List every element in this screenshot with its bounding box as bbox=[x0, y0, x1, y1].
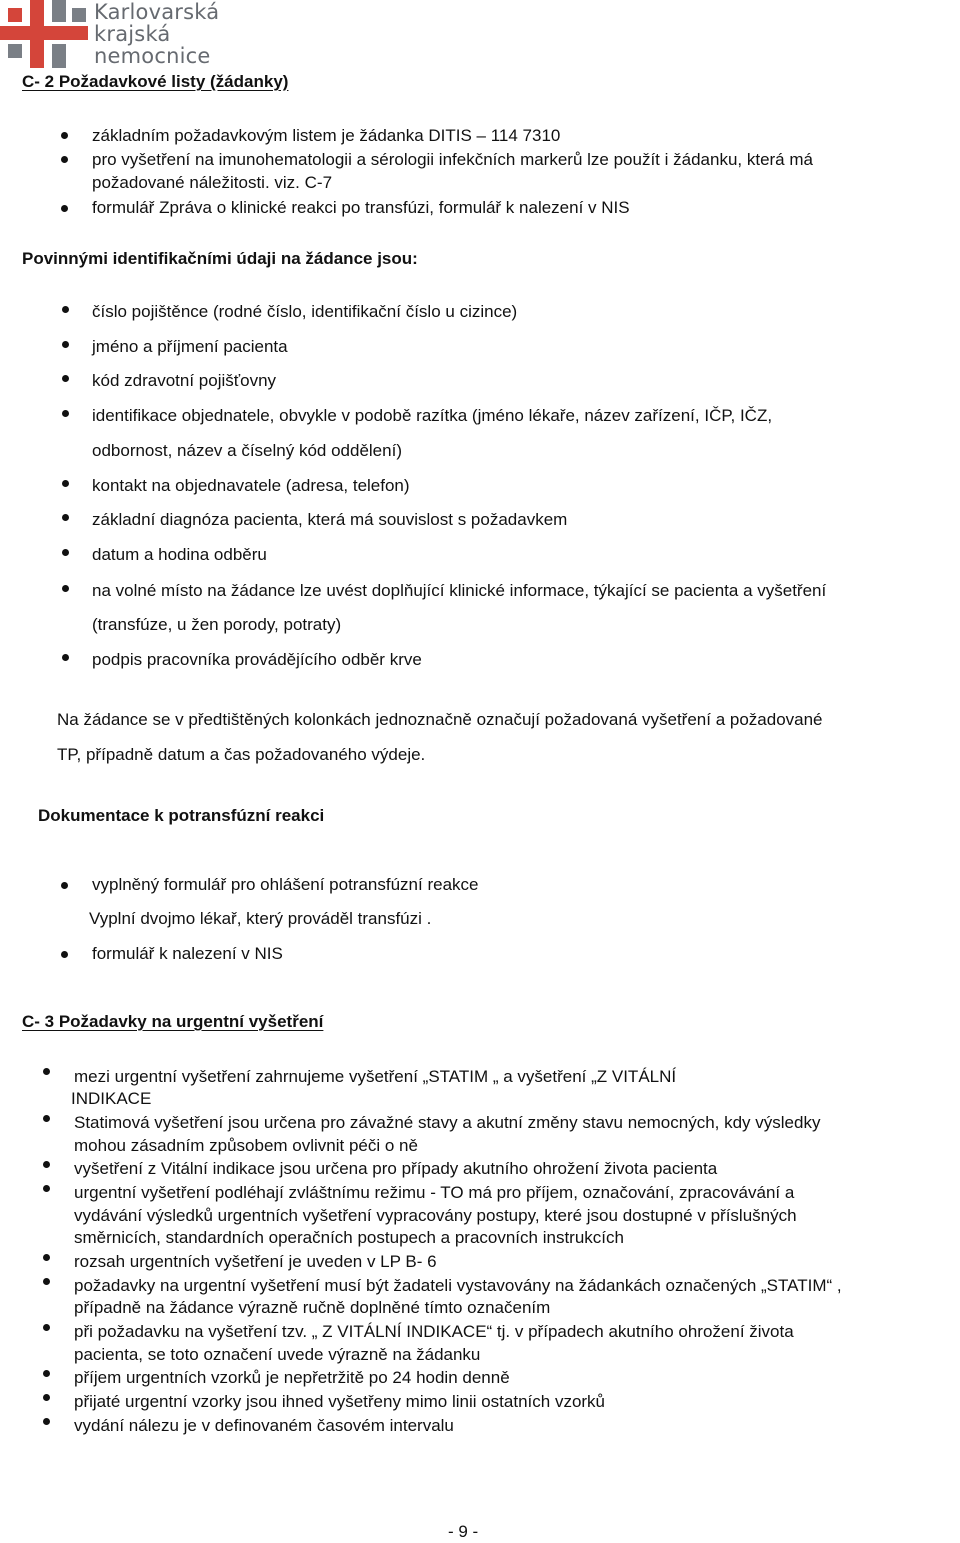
list-item-continuation: mohou zásadním způsobem ovlivnit péči o ně bbox=[74, 1136, 418, 1155]
list-item: při požadavku na vyšetření tzv. „ Z VITÁLNÍ INDIKACE“ tj. v případech akutního ohrožení života bbox=[74, 1322, 794, 1341]
bullet-icon bbox=[43, 1254, 50, 1261]
logo-text-line: Karlovarská bbox=[94, 0, 220, 24]
bullet-icon bbox=[43, 1394, 50, 1401]
list-item: formulář k nalezení v NIS bbox=[92, 944, 283, 963]
bullet-icon bbox=[43, 1185, 50, 1192]
bullet-icon bbox=[62, 410, 69, 417]
list-item: formulář Zpráva o klinické reakci po transfúzi, formulář k nalezení v NIS bbox=[92, 198, 630, 217]
list-item: příjem urgentních vzorků je nepřetržitě po 24 hodin denně bbox=[74, 1368, 510, 1387]
bullet-icon bbox=[43, 1068, 50, 1075]
hospital-logo bbox=[0, 0, 240, 68]
list-item: přijaté urgentní vzorky jsou ihned vyšetřeny mimo linii ostatních vzorků bbox=[74, 1392, 606, 1411]
list-item: urgentní vyšetření podléhají zvláštnímu režimu - TO má pro příjem, označování, zpracovávání a bbox=[74, 1183, 795, 1202]
list-item: požadavky na urgentní vyšetření musí být žadateli vystavovány na žádankách označených „STATIM“ , bbox=[74, 1276, 842, 1295]
logo-text-line: krajská bbox=[94, 22, 171, 46]
list-item: vyšetření z Vitální indikace jsou určena pro případy akutního ohrožení života pacienta bbox=[74, 1159, 718, 1178]
list-item: podpis pracovníka provádějícího odběr krve bbox=[92, 650, 422, 669]
list-item: na volné místo na žádance lze uvést doplňující klinické informace, týkající se pacienta a vyšetření bbox=[92, 581, 827, 600]
bullet-icon bbox=[61, 132, 68, 139]
bullet-icon bbox=[43, 1370, 50, 1377]
list-item: kód zdravotní pojišťovny bbox=[92, 371, 277, 390]
identification-heading: Povinnými identifikačními údaji na žádance jsou: bbox=[22, 249, 418, 268]
list-item-continuation: odbornost, název a číselný kód oddělení) bbox=[92, 441, 402, 460]
list-item: pro vyšetření na imunohematologii a sérologii infekčních markerů lze použít i žádanku, která má bbox=[92, 150, 813, 169]
bullet-icon bbox=[61, 156, 68, 163]
list-item-continuation: pacienta, se toto označení uvede výrazně na žádanku bbox=[74, 1345, 481, 1364]
page-number: - 9 - bbox=[448, 1522, 479, 1541]
list-item-continuation: směrnicích, standardních operačních postupech a pracovních instrukcích bbox=[74, 1228, 624, 1247]
list-item: vyplněný formulář pro ohlášení potransfúzní reakce bbox=[92, 875, 479, 894]
list-item: mezi urgentní vyšetření zahrnujeme vyšetření „STATIM „ a vyšetření „Z VITÁLNÍ bbox=[74, 1067, 677, 1086]
list-item: rozsah urgentních vyšetření je uveden v LP B- 6 bbox=[74, 1252, 437, 1271]
list-item-continuation: (transfúze, u žen porody, potraty) bbox=[92, 615, 342, 634]
list-item: číslo pojištěnce (rodné číslo, identifikační číslo u cizince) bbox=[92, 302, 518, 321]
bullet-icon bbox=[61, 205, 68, 212]
section-heading-c2: C- 2 Požadavkové listy (žádanky) bbox=[22, 72, 289, 91]
list-item: kontakt na objednavatele (adresa, telefon) bbox=[92, 476, 410, 495]
list-item: jméno a příjmení pacienta bbox=[92, 337, 288, 356]
list-item: základním požadavkovým listem je žádanka DITIS – 114 7310 bbox=[92, 126, 561, 145]
list-item: datum a hodina odběru bbox=[92, 545, 267, 564]
documentation-heading: Dokumentace k potransfúzní reakci bbox=[38, 806, 325, 825]
bullet-icon bbox=[43, 1418, 50, 1425]
bullet-icon bbox=[43, 1115, 50, 1122]
list-item: vydání nálezu je v definovaném časovém intervalu bbox=[74, 1416, 454, 1435]
note-paragraph: Na žádance se v předtištěných kolonkách jednoznačně označují požadovaná vyšetření a požadované bbox=[57, 710, 823, 729]
note-paragraph: TP, případně datum a čas požadovaného výdeje. bbox=[57, 745, 426, 764]
bullet-icon bbox=[43, 1324, 50, 1331]
list-item: základní diagnóza pacienta, která má souvislost s požadavkem bbox=[92, 510, 568, 529]
section-heading-c3: C- 3 Požadavky na urgentní vyšetření bbox=[22, 1012, 324, 1031]
list-item-continuation: případně na žádance výrazně ručně doplněné tímto označením bbox=[74, 1298, 551, 1317]
bullet-icon bbox=[62, 306, 69, 313]
bullet-icon bbox=[62, 375, 69, 382]
bullet-icon bbox=[62, 585, 69, 592]
cross-logo-icon bbox=[0, 0, 92, 68]
bullet-icon bbox=[62, 654, 69, 661]
bullet-icon bbox=[61, 951, 68, 958]
list-item-continuation: Vyplní dvojmo lékař, který prováděl transfúzi . bbox=[89, 909, 432, 928]
list-item-continuation: požadované náležitosti. viz. C-7 bbox=[92, 173, 333, 192]
bullet-icon bbox=[61, 882, 68, 889]
bullet-icon bbox=[62, 341, 69, 348]
list-item-continuation: INDIKACE bbox=[71, 1089, 152, 1108]
bullet-icon bbox=[62, 480, 69, 487]
list-item: identifikace objednatele, obvykle v podobě razítka (jméno lékaře, název zařízení, IČP, IČZ, bbox=[92, 406, 773, 425]
bullet-icon bbox=[43, 1278, 50, 1285]
bullet-icon bbox=[62, 514, 69, 521]
list-item: Statimová vyšetření jsou určena pro závažné stavy a akutní změny stavu nemocných, kdy výsledky bbox=[74, 1113, 821, 1132]
list-item-continuation: vydávání výsledků urgentních vyšetření vypracovány postupy, které jsou dostupné v příslušných bbox=[74, 1206, 797, 1225]
logo-text-line: nemocnice bbox=[94, 44, 211, 68]
bullet-icon bbox=[62, 549, 69, 556]
bullet-icon bbox=[43, 1161, 50, 1168]
